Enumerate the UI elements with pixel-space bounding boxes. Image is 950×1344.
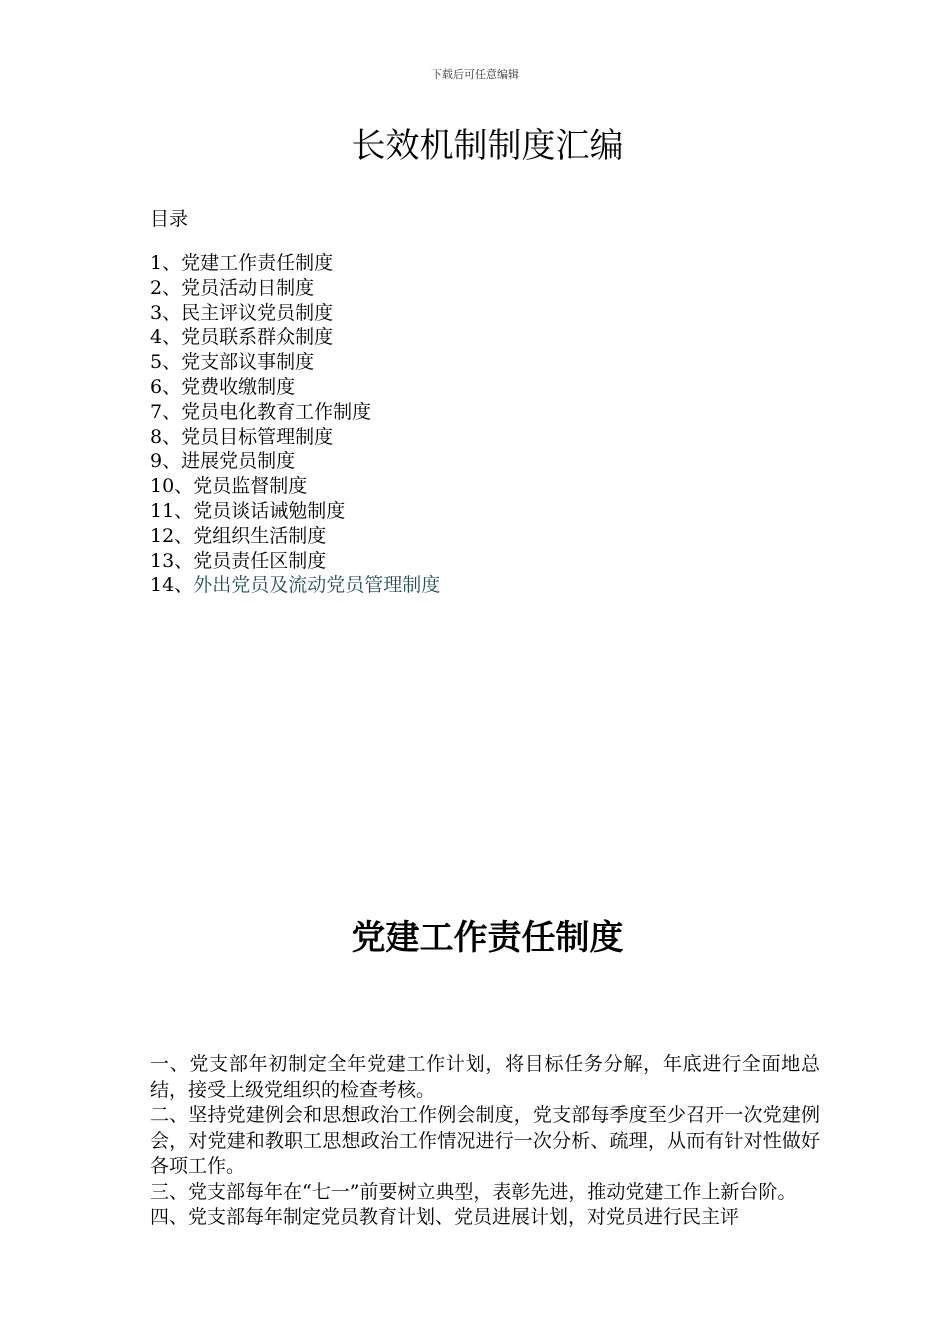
- toc-item-label: 民主评议党员制度: [181, 301, 334, 324]
- header-note: 下载后可任意编辑: [431, 68, 519, 81]
- body-paragraph: 四、党支部每年制定党员教育计划、党员进展计划，对党员进行民主评: [150, 1206, 740, 1228]
- toc-item-label: 党员联系群众制度: [181, 326, 334, 349]
- toc-heading: 目录: [150, 208, 189, 230]
- toc-item-number: 4、: [150, 326, 182, 349]
- section-title: 党建工作责任制度: [351, 918, 624, 958]
- toc-item-number: 8、: [150, 425, 182, 448]
- toc-item-label: 党组织生活制度: [193, 524, 327, 547]
- toc-item-number: 5、: [150, 351, 182, 374]
- body-paragraph: 一、党支部年初制定全年党建工作计划，将目标任务分解，年底进行全面地总结，接受上级党组织的检查考核。: [150, 1053, 820, 1101]
- toc-item-label: 党员责任区制度: [193, 549, 327, 572]
- toc-item[interactable]: [150, 449, 440, 474]
- body-paragraph: 二、坚持党建例会和思想政治工作例会制度，党支部每季度至少召开一次党建例会，对党建和教职工思想政治工作情况进行一次分析、疏理，从而有针对性做好各项工作。: [150, 1104, 820, 1177]
- toc-item-label: 外出党员及流动党员管理制度: [193, 574, 441, 597]
- toc-item[interactable]: [150, 276, 440, 301]
- toc-item-label: 党员电化教育工作制度: [181, 400, 372, 423]
- toc-item-label: 党员谈话诫勉制度: [193, 499, 346, 522]
- toc-item-label: 党员活动日制度: [181, 276, 315, 299]
- toc-item-number: 10、: [150, 475, 194, 498]
- toc-item-number: 2、: [150, 276, 182, 299]
- toc-item-label: 党支部议事制度: [181, 351, 315, 374]
- toc-item-number: 12、: [150, 524, 194, 547]
- toc-item[interactable]: [150, 400, 440, 425]
- toc-item-label: 党建工作责任制度: [181, 252, 334, 274]
- table-of-contents: [150, 251, 440, 598]
- toc-item-number: 6、: [150, 375, 182, 398]
- toc-item[interactable]: [150, 375, 440, 400]
- section-body: [150, 1052, 820, 1231]
- toc-item[interactable]: [150, 425, 440, 450]
- toc-item-label: 进展党员制度: [181, 450, 296, 473]
- toc-item-number: 1、: [150, 252, 182, 274]
- toc-item[interactable]: [150, 573, 440, 598]
- toc-item[interactable]: [150, 251, 440, 276]
- toc-item[interactable]: [150, 499, 440, 524]
- toc-item-number: 9、: [150, 450, 182, 473]
- toc-item-number: 3、: [150, 301, 182, 324]
- toc-item-label: 党费收缴制度: [181, 375, 296, 398]
- toc-item-number: 7、: [150, 400, 182, 423]
- toc-item-number: 14、: [150, 574, 194, 597]
- toc-item-label: 党员目标管理制度: [181, 425, 334, 448]
- toc-item[interactable]: [150, 325, 440, 350]
- toc-item-label: 党员监督制度: [193, 475, 308, 498]
- toc-item-number: 11、: [150, 499, 194, 522]
- toc-item[interactable]: [150, 524, 440, 549]
- toc-item[interactable]: [150, 350, 440, 375]
- toc-item[interactable]: [150, 474, 440, 499]
- toc-item[interactable]: [150, 301, 440, 326]
- toc-item-number: 13、: [150, 549, 194, 572]
- document-title: 长效机制制度汇编: [351, 126, 624, 166]
- body-paragraph: 三、党支部每年在“七一”前要树立典型，表彰先进，推动党建工作上新台阶。: [150, 1180, 797, 1203]
- toc-item[interactable]: [150, 549, 440, 574]
